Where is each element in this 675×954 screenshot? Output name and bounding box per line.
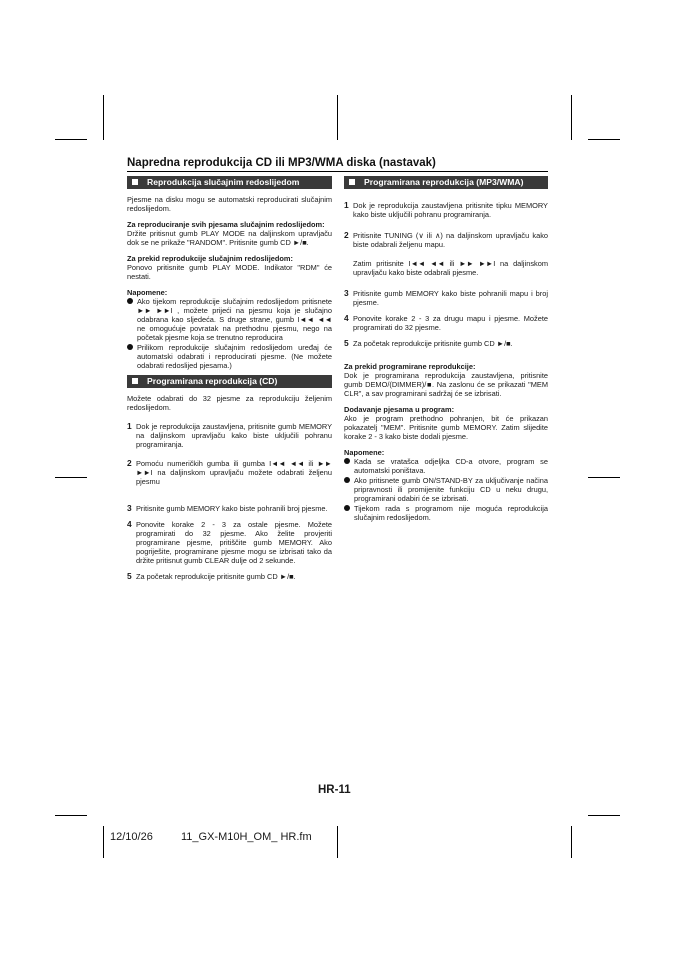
crop-mark [103,95,104,140]
notes-heading: Napomene: [127,288,168,297]
cd-step-5: 5 Za početak reprodukcije pritisnite gumb CD ►/■. [127,571,296,581]
random-all-text: Držite pritisnut gumb PLAY MODE na daljinskom upravljaču dok se ne prikaže "RANDOM". Pritisnite gumb CD ►/■. [127,229,332,247]
random-notes [127,288,332,370]
program-cd-intro: Možete odabrati do 32 pjesme za reprodukciju željenim redoslijedom. [127,394,332,412]
page-number: HR-11 [318,784,351,796]
cancel-program-text: Dok je programirana reprodukcija zaustavljena, pritisnite gumb DEMO/(DIMMER)/■. Na zaslonu će se prikazati "MEM CLR", a sav programirani sadržaj će se izbrisati. [344,371,548,398]
crop-mark [337,826,338,858]
cancel-program-heading: Za prekid programirane reprodukcije: [344,362,476,371]
mp3-step-3: 3 Pritisnite gumb MEMORY kako biste pohranili mapu i broj pjesme. [344,288,548,307]
title-divider [127,171,548,172]
bullet-icon [127,344,133,350]
right-column [344,176,548,523]
mp3-step-2-sub: Zatim pritisnite I◄◄ ◄◄ ili ►► ►►I na daljinskom upravljaču kako biste odabrali pjesme. [353,259,548,277]
add-program-heading: Dodavanje pjesama u program: [344,405,455,414]
random-stop-text: Ponovo pritisnite gumb PLAY MODE. Indikator "RDM" će nestati. [127,263,332,281]
add-program-text: Ako je program prethodno pohranjen, bit će prikazan pokazatelj "MEM". Pritisnite gumb MEMORY. Zatim slijedite korake 2 - 3 kako biste dodali pjesme. [344,414,548,441]
bullet-icon [344,477,350,483]
random-all-block [127,220,332,247]
section-header-program-cd: Programirana reprodukcija (CD) [127,375,332,388]
crop-mark [55,139,87,140]
note-item: Kada se vratašca odjeljka CD-a otvore, program se automatski poništava. [344,457,548,475]
notes-heading: Napomene: [344,448,385,457]
mp3-step-1: 1 Dok je reprodukcija zaustavljena pritisnite tipku MEMORY kako biste uključili pohranu programiranja. [344,200,548,219]
crop-mark [55,477,87,478]
cd-step-3: 3 Pritisnite gumb MEMORY kako biste pohranili broj pjesme. [127,503,328,513]
footer-filename: 11_GX-M10H_OM_ HR.fm [181,831,312,843]
mp3-step-4: 4 Ponovite korake 2 - 3 za drugu mapu i pjesme. Možete programirati do 32 pjesme. [344,313,548,332]
cd-step-2: 2 Pomoću numeričkih gumba ili gumba I◄◄ ◄◄ ili ►► ►►I na daljinskom upravljaču možete odabrati željenu pjesmu [127,458,332,486]
bullet-icon [127,298,133,304]
program-notes [344,448,548,522]
square-bullet-icon [132,179,138,185]
random-stop-heading: Za prekid reprodukcije slučajnim redoslijedom: [127,254,293,263]
section-header-random: Reprodukcija slučajnim redoslijedom [127,176,332,189]
add-program-block [344,405,548,441]
note-item: Prilikom reprodukcije slučajnim redoslijedom uređaj će automatski odabrati i reproducirati pjesme. (Ne možete odabrati redoslijed pjesama.) [127,343,332,370]
crop-mark [571,826,572,858]
square-bullet-icon [349,179,355,185]
crop-mark [337,95,338,140]
random-intro: Pjesme na disku mogu se automatski reproducirati slučajnim redoslijedom. [127,195,332,213]
note-item: Tijekom rada s programom nije moguća reprodukcija slučajnim redoslijedom. [344,504,548,522]
cancel-program-block [344,362,548,398]
footer-date: 12/10/26 [110,831,153,843]
cd-step-1: 1 Dok je reprodukcija zaustavljena, pritisnite gumb MEMORY na daljinskom upravljaču kako biste uključili pohranu programiranja. [127,421,332,449]
crop-mark [55,815,87,816]
crop-mark [588,815,620,816]
left-column [127,176,332,588]
square-bullet-icon [132,378,138,384]
section-header-program-mp3: Programirana reprodukcija (MP3/WMA) [344,176,548,189]
crop-mark [571,95,572,140]
note-item: Ako pritisnete gumb ON/STAND-BY za uključivanje načina pripravnosti ili promijenite funkciju CD u neku drugu, programirani odabiri će se izbrisati. [344,476,548,503]
mp3-step-5: 5 Za početak reprodukcije pritisnite gumb CD ►/■. [344,338,513,348]
crop-mark [588,477,620,478]
crop-mark [588,139,620,140]
note-item: Ako tijekom reprodukcije slučajnim redoslijedom pritisnete ►► ►►I , možete prijeći na pjesmu koja je slučajno odabrana kao sljedeća. S druge strane, gumb I◄◄ ◄◄ ne omogućuje povratak na prethodnu pjesmu, nego na početak pjesme koja se trenutno reproducira [127,297,332,342]
mp3-step-2: 2 Pritisnite TUNING (∨ ili ∧) na daljinskom upravljaču kako biste odabrali željenu mapu. [344,230,548,249]
random-stop-block [127,254,332,281]
bullet-icon [344,458,350,464]
random-all-heading: Za reproduciranje svih pjesama slučajnim redoslijedom: [127,220,325,229]
bullet-icon [344,505,350,511]
crop-mark [103,826,104,858]
page-title: Napredna reprodukcija CD ili MP3/WMA diska (nastavak) [127,157,436,169]
cd-step-4: 4 Ponovite korake 2 - 3 za ostale pjesme. Možete programirati do 32 pjesme. Ako želite provjeriti programirane pjesme, pritiščite gumb MEMORY. Ako pogriješite, programirane pjesme mogu se izbrisati tako da držite pritisnut gumb CLEAR dulje od 2 sekunde. [127,519,332,565]
